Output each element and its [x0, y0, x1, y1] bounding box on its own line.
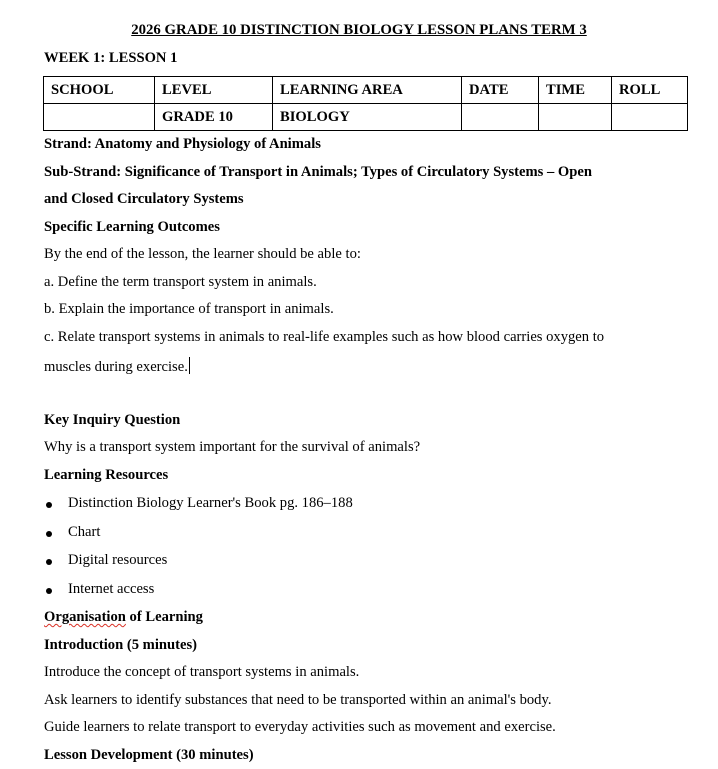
table-row	[44, 104, 688, 131]
introduction-heading: Introduction (5 minutes)	[44, 637, 197, 653]
cell-learning-area[interactable]: BIOLOGY	[273, 104, 462, 131]
bullet-icon	[46, 559, 52, 565]
resource-item: Distinction Biology Learner's Book pg. 186–188	[68, 495, 353, 511]
bullet-icon	[46, 502, 52, 508]
sub-strand-line-1: Sub-Strand: Significance of Transport in Animals; Types of Circulatory Systems – Open	[44, 164, 592, 180]
slo-c-line-2-wrap[interactable]	[44, 357, 190, 376]
week-lesson-heading: WEEK 1: LESSON 1	[44, 50, 178, 66]
slo-c-line-2: muscles during exercise.	[44, 359, 188, 375]
header-level: LEVEL	[155, 77, 273, 104]
slo-heading: Specific Learning Outcomes	[44, 219, 220, 235]
cell-school[interactable]	[44, 104, 155, 131]
sub-strand-line-2: and Closed Circulatory Systems	[44, 191, 244, 207]
strand-line: Strand: Anatomy and Physiology of Animals	[44, 136, 321, 152]
table-header-row	[44, 77, 688, 104]
document-title: 2026 GRADE 10 DISTINCTION BIOLOGY LESSON PLANS TERM 3	[131, 22, 587, 38]
slo-b: b. Explain the importance of transport in animals.	[44, 301, 334, 317]
lesson-development-heading: Lesson Development (30 minutes)	[44, 747, 254, 763]
cell-roll[interactable]	[612, 104, 688, 131]
slo-a: a. Define the term transport system in animals.	[44, 274, 317, 290]
slo-c-line-1: c. Relate transport systems in animals to real-life examples such as how blood carries oxygen to	[44, 329, 605, 345]
resource-item: Digital resources	[68, 552, 168, 568]
header-date: DATE	[462, 77, 539, 104]
cell-level[interactable]: GRADE 10	[155, 104, 273, 131]
text-cursor	[189, 357, 190, 374]
resource-item: Chart	[68, 524, 101, 540]
cell-date[interactable]	[462, 104, 539, 131]
header-school: SCHOOL	[44, 77, 155, 104]
header-learning-area: LEARNING AREA	[273, 77, 462, 104]
organisation-heading-rest: of Learning	[125, 609, 203, 625]
intro-line: Introduce the concept of transport systems in animals.	[44, 664, 360, 680]
header-time: TIME	[539, 77, 612, 104]
resource-item: Internet access	[68, 581, 155, 597]
cell-time[interactable]	[539, 104, 612, 131]
header-roll: ROLL	[612, 77, 688, 104]
bullet-icon	[46, 588, 52, 594]
resources-heading: Learning Resources	[44, 467, 169, 483]
kiq-text: Why is a transport system important for the survival of animals?	[44, 439, 421, 455]
bullet-icon	[46, 531, 52, 537]
slo-intro: By the end of the lesson, the learner should be able to:	[44, 246, 361, 262]
organisation-heading	[44, 609, 203, 626]
intro-line: Ask learners to identify substances that need to be transported within an animal's body.	[44, 692, 552, 708]
kiq-heading: Key Inquiry Question	[44, 412, 181, 428]
lesson-info-table	[43, 76, 688, 131]
spellcheck-word[interactable]: Organisation	[44, 609, 126, 625]
intro-line: Guide learners to relate transport to everyday activities such as movement and exercise.	[44, 719, 556, 735]
